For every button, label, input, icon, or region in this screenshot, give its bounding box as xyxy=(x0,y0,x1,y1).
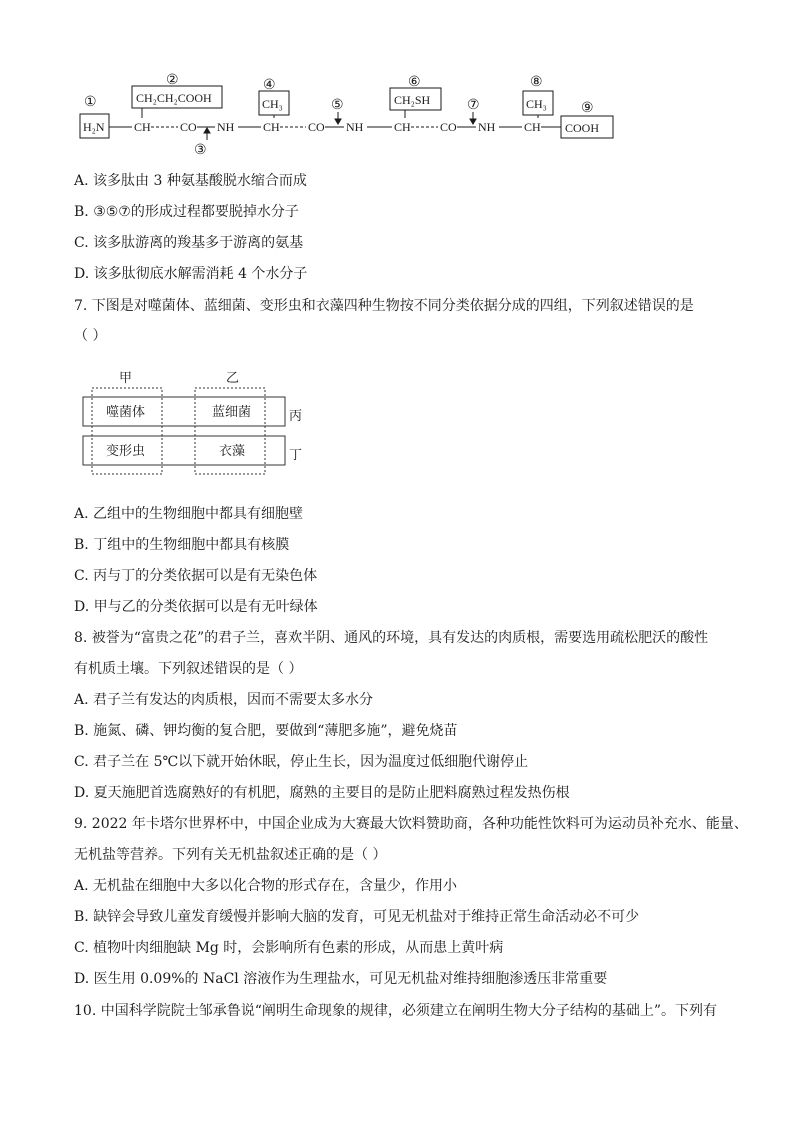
cell-chlamydomonas: 衣藻 xyxy=(219,443,246,458)
label-3: ③ xyxy=(194,143,207,158)
backbone-nh-3: NH xyxy=(478,120,496,134)
label-8: ⑧ xyxy=(530,75,543,90)
label-9: ⑨ xyxy=(581,101,594,116)
group-jia-box xyxy=(92,388,162,474)
label-5: ⑤ xyxy=(331,98,344,113)
q7-option-a: A. 乙组中的生物细胞中都具有细胞壁 xyxy=(74,506,304,522)
q9-option-a: A. 无机盐在细胞中大多以化合物的形式存在，含量少，作用小 xyxy=(74,878,458,894)
q6-option-d: D. 该多肽彻底水解需消耗 4 个水分子 xyxy=(74,266,308,282)
q7-option-d: D. 甲与乙的分类依据可以是有无叶绿体 xyxy=(74,599,318,615)
q7-stem: 7. 下图是对噬菌体、蓝细菌、变形虫和衣藻四种生物按不同分类依据分成的四组，下列叙述错误的是 xyxy=(74,298,694,314)
q8-option-a: A. 君子兰有发达的肉质根，因而不需要太多水分 xyxy=(74,692,374,708)
bond-arrows xyxy=(204,112,476,140)
q8-option-b: B. 施氮、磷、钾均衡的复合肥，要做到“薄肥多施”，避免烧苗 xyxy=(74,723,458,739)
peptide-structure-diagram xyxy=(70,66,630,160)
q8-option-d: D. 夏天施肥首选腐熟好的有机肥，腐熟的主要目的是防止肥料腐熟过程发热伤根 xyxy=(74,785,570,801)
q7-option-c: C. 丙与丁的分类依据可以是有无染色体 xyxy=(74,568,318,584)
backbone-ch-1: CH xyxy=(134,120,151,134)
r-group-3: CH₂SH xyxy=(394,93,431,107)
cell-amoeba: 变形虫 xyxy=(106,443,146,458)
r-group-4: CH₃ xyxy=(526,97,547,111)
q9-option-d: D. 医生用 0.09%的 NaCl 溶液作为生理盐水，可见无机盐对维持细胞渗透压非常重要 xyxy=(74,971,608,987)
q8-option-c: C. 君子兰在 5℃以下就开始休眠，停止生长，因为温度过低细胞代谢停止 xyxy=(74,754,529,770)
label-6: ⑥ xyxy=(408,75,421,90)
q6-option-c: C. 该多肽游离的羧基多于游离的氨基 xyxy=(74,235,304,251)
q6-option-a: A. 该多肽由 3 种氨基酸脱水缩合而成 xyxy=(74,173,307,189)
q9-stem-line2: 无机盐等营养。下列有关无机盐叙述正确的是（ ） xyxy=(74,847,387,863)
carboxyl-group: COOH xyxy=(565,121,600,135)
label-2: ② xyxy=(166,73,179,88)
backbone-co-2: CO xyxy=(308,120,325,134)
q6-option-b: B. ③⑤⑦的形成过程都要脱掉水分子 xyxy=(74,204,299,220)
classification-diagram xyxy=(78,366,308,476)
q9-stem-line1: 9. 2022 年卡塔尔世界杯中，中国企业成为大赛最大饮料赞助商，各种功能性饮料可为运动员补充水、能量、 xyxy=(74,816,748,832)
q7-option-b: B. 丁组中的生物细胞中都具有核膜 xyxy=(74,537,290,553)
q10-stem-line1: 10. 中国科学院院士邹承鲁说“阐明生命现象的规律，必须建立在阐明生物大分子结构的基础上”。下列有 xyxy=(74,1003,718,1019)
row-label-ding: 丁 xyxy=(289,447,303,462)
r-group-1: CH₂CH₂COOH xyxy=(136,91,212,105)
q9-option-b: B. 缺锌会导致儿童发育缓慢并影响大脑的发育，可见无机盐对于维持正常生命活动必不可少 xyxy=(74,909,640,925)
cell-phage: 噬菌体 xyxy=(106,404,146,419)
col-label-jia: 甲 xyxy=(119,370,133,385)
row-label-bing: 丙 xyxy=(289,408,303,423)
backbone-nh-1: NH xyxy=(217,120,235,134)
backbone-nh-2: NH xyxy=(346,120,364,134)
q9-option-c: C. 植物叶肉细胞缺 Mg 时，会影响所有色素的形成，从而患上黄叶病 xyxy=(74,940,504,956)
amino-group: H₂N xyxy=(83,120,105,134)
label-4: ④ xyxy=(263,78,276,93)
backbone-ch-4: CH xyxy=(524,120,541,134)
cell-cyanobacteria: 蓝细菌 xyxy=(212,404,252,419)
backbone-co-1: CO xyxy=(180,120,197,134)
r-group-2: CH₃ xyxy=(262,97,283,111)
label-1: ① xyxy=(84,95,97,110)
backbone-ch-2: CH xyxy=(263,120,280,134)
q8-stem-line2: 有机质土壤。下列叙述错误的是（ ） xyxy=(74,661,303,677)
group-yi-box xyxy=(195,388,265,474)
q8-stem-line1: 8. 被誉为“富贵之花”的君子兰，喜欢半阴、通风的环境，具有发达的肉质根，需要选用疏松肥沃的酸性 xyxy=(74,630,709,646)
backbone-ch-3: CH xyxy=(394,120,411,134)
label-7: ⑦ xyxy=(467,98,480,113)
backbone-co-3: CO xyxy=(440,120,457,134)
col-label-yi: 乙 xyxy=(226,370,240,385)
q7-paren: （ ） xyxy=(74,328,107,344)
